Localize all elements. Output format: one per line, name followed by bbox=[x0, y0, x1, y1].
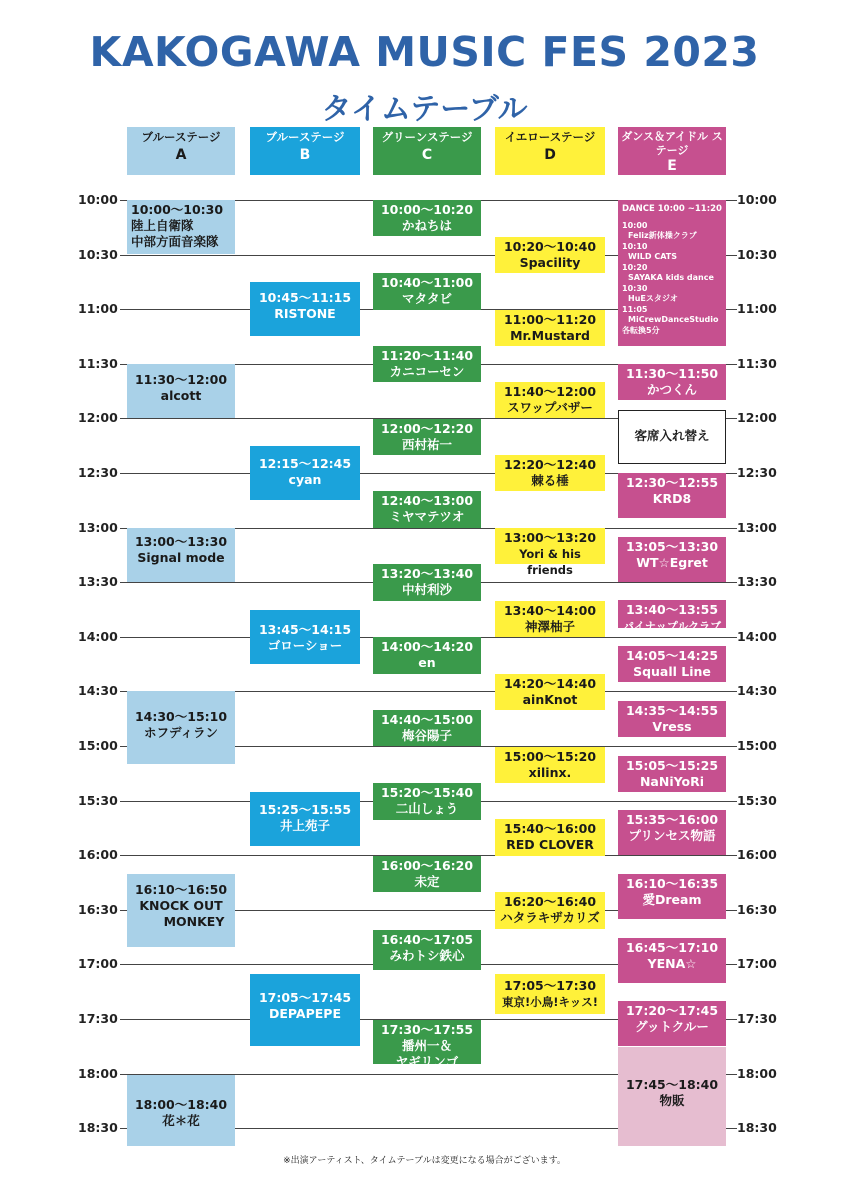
performance-block bbox=[373, 200, 481, 236]
performance-time: 10:20〜10:40 bbox=[503, 239, 597, 254]
time-label: 14:00 bbox=[737, 629, 777, 644]
stage-header-letter: A bbox=[175, 147, 187, 163]
time-label: 14:30 bbox=[78, 683, 118, 698]
performance-block bbox=[250, 446, 360, 500]
performer-name: RED CLOVER bbox=[506, 837, 594, 852]
time-label: 10:30 bbox=[78, 247, 118, 262]
performance-time: 13:40〜14:00 bbox=[503, 603, 597, 618]
dance-item: Feliz新体操クラブ bbox=[628, 231, 697, 240]
performance-block bbox=[618, 473, 726, 518]
time-label: 11:30 bbox=[737, 356, 777, 371]
performance-time: 15:40〜16:00 bbox=[503, 821, 597, 836]
stage-header-d bbox=[495, 127, 605, 175]
performer-name: 井上苑子 bbox=[279, 818, 330, 833]
performance-time: 16:00〜16:20 bbox=[380, 858, 474, 873]
performer-name: 梅谷陽子 bbox=[401, 728, 452, 743]
performance-time: 13:45〜14:15 bbox=[258, 622, 352, 637]
performance-block bbox=[618, 810, 726, 855]
stage-header-name: ブルーステージ bbox=[141, 130, 221, 144]
performance-block bbox=[250, 792, 360, 846]
stage-header-name: ダンス＆アイドル ステージ bbox=[621, 130, 723, 157]
performance-block bbox=[618, 1001, 726, 1046]
performance-time: 15:20〜15:40 bbox=[380, 785, 474, 800]
time-label: 17:00 bbox=[737, 956, 777, 971]
performer-name: KRD8 bbox=[652, 491, 692, 506]
time-label: 11:00 bbox=[78, 301, 118, 316]
performer-name: 陸上自衛隊 bbox=[131, 218, 194, 233]
performance-block bbox=[250, 282, 360, 336]
performance-time: 13:20〜13:40 bbox=[380, 566, 474, 581]
performer-name: 播州一＆ bbox=[401, 1038, 452, 1053]
time-label: 10:30 bbox=[737, 247, 777, 262]
performance-time: 14:40〜15:00 bbox=[380, 712, 474, 727]
time-label: 11:30 bbox=[78, 356, 118, 371]
performance-block bbox=[495, 674, 605, 710]
time-label: 15:30 bbox=[78, 793, 118, 808]
stage-header-name: グリーンステージ bbox=[381, 130, 473, 144]
performance-block bbox=[618, 1047, 726, 1146]
time-label: 14:30 bbox=[737, 683, 777, 698]
performance-time: 17:45〜18:40 bbox=[625, 1077, 719, 1092]
performer-name: 東京!小鳥!キッス! bbox=[501, 995, 598, 1009]
performance-time: 16:45〜17:10 bbox=[625, 940, 719, 955]
performer-name: ミヤマテツオ bbox=[389, 509, 465, 524]
performance-block bbox=[495, 455, 605, 491]
time-label: 16:00 bbox=[737, 847, 777, 862]
performance-time: 13:00〜13:30 bbox=[134, 534, 228, 549]
performance-time: 12:15〜12:45 bbox=[258, 456, 352, 471]
performer-name: RISTONE bbox=[274, 306, 336, 321]
performer-name: 神澤柚子 bbox=[524, 619, 575, 634]
performer-name: かつくん bbox=[646, 382, 697, 397]
performer-name: Mr.Mustard bbox=[510, 328, 590, 343]
performer-name: パイナップルクラブ bbox=[622, 620, 722, 633]
performance-time: 15:25〜15:55 bbox=[258, 802, 352, 817]
performer-name: 棘る棰 bbox=[531, 473, 569, 488]
dance-item: SAYAKA kids dance bbox=[628, 273, 714, 282]
performer-name: 物販 bbox=[659, 1093, 685, 1108]
dance-item: WILD CATS bbox=[628, 252, 677, 261]
time-label: 17:00 bbox=[78, 956, 118, 971]
performer-name: かねちは bbox=[401, 218, 452, 233]
timetable-subtitle: タイムテーブル bbox=[321, 92, 528, 127]
performer-name: MONKEY bbox=[163, 914, 225, 929]
performer-name: alcott bbox=[160, 388, 202, 403]
performer-name: 西村祐一 bbox=[401, 437, 452, 452]
performance-block bbox=[495, 237, 605, 273]
performance-block bbox=[373, 856, 481, 892]
performance-time: 13:05〜13:30 bbox=[625, 539, 719, 554]
stage-header-name: イエローステージ bbox=[504, 130, 596, 144]
performance-time: 16:40〜17:05 bbox=[380, 932, 474, 947]
performer-name: 未定 bbox=[414, 874, 440, 889]
performer-name: ハタラキザカリズ bbox=[500, 910, 600, 925]
performance-time: 10:40〜11:00 bbox=[380, 275, 474, 290]
performance-block bbox=[373, 273, 481, 310]
stage-header-name: ブルーステージ bbox=[265, 130, 345, 144]
performance-time: 15:05〜15:25 bbox=[625, 758, 719, 773]
performance-time: 13:40〜13:55 bbox=[625, 602, 719, 617]
performance-time: 17:05〜17:45 bbox=[258, 990, 352, 1005]
time-label: 13:00 bbox=[737, 520, 777, 535]
performer-name: Spacility bbox=[519, 255, 581, 270]
time-label: 17:30 bbox=[78, 1011, 118, 1026]
dance-program-block bbox=[618, 200, 726, 346]
festival-title: KAKOGAWA MUSIC FES 2023 bbox=[89, 28, 760, 76]
time-label: 13:30 bbox=[737, 574, 777, 589]
dance-item: 10:30 bbox=[622, 283, 648, 293]
performance-block bbox=[618, 938, 726, 983]
time-label: 15:30 bbox=[737, 793, 777, 808]
performer-name: ヤギリンゴ bbox=[395, 1054, 459, 1069]
performance-block bbox=[495, 528, 605, 577]
dance-item: 各転換5分 bbox=[622, 325, 660, 335]
performer-name: 花＊花 bbox=[162, 1113, 200, 1128]
performance-time: 17:20〜17:45 bbox=[625, 1003, 719, 1018]
performance-block bbox=[127, 874, 235, 947]
performance-time: 16:10〜16:35 bbox=[625, 876, 719, 891]
performer-name: Signal mode bbox=[137, 550, 225, 565]
performer-name: プリンセス物語 bbox=[628, 828, 716, 843]
time-label: 15:00 bbox=[737, 738, 777, 753]
stage-header-c bbox=[373, 127, 481, 175]
stage-header-b bbox=[250, 127, 360, 175]
performance-block bbox=[127, 200, 235, 254]
performance-block bbox=[373, 564, 481, 601]
time-label: 16:30 bbox=[737, 902, 777, 917]
performance-block bbox=[127, 691, 235, 764]
performer-name: ホフディラン bbox=[143, 725, 218, 740]
performer-name: 二山しょう bbox=[395, 801, 459, 816]
performance-block bbox=[495, 747, 605, 783]
performance-block bbox=[250, 974, 360, 1046]
performance-block bbox=[127, 1075, 235, 1146]
performance-block bbox=[373, 419, 481, 455]
stage-header-letter: B bbox=[299, 147, 311, 163]
performance-block bbox=[373, 491, 481, 528]
performance-time: 10:45〜11:15 bbox=[258, 290, 352, 305]
time-label: 12:30 bbox=[78, 465, 118, 480]
time-label: 14:00 bbox=[78, 629, 118, 644]
performer-name: 中部方面音楽隊 bbox=[131, 234, 219, 249]
performance-time: 12:00〜12:20 bbox=[380, 421, 474, 436]
time-label: 18:00 bbox=[737, 1066, 777, 1081]
performer-name: カニコーセン bbox=[389, 364, 465, 379]
performance-time: 15:00〜15:20 bbox=[503, 749, 597, 764]
performance-time: 12:20〜12:40 bbox=[503, 457, 597, 472]
performer-name: Yori & his friends bbox=[519, 547, 581, 577]
time-label: 12:00 bbox=[737, 410, 777, 425]
performance-time: 11:30〜11:50 bbox=[625, 366, 719, 381]
performer-name: マタタビ bbox=[401, 291, 452, 306]
performance-block bbox=[373, 930, 481, 970]
performer-name: グットクルー bbox=[635, 1019, 709, 1034]
performance-block bbox=[495, 819, 605, 856]
performance-time: 11:00〜11:20 bbox=[503, 312, 597, 327]
performance-block bbox=[618, 756, 726, 792]
performance-time: 18:00〜18:40 bbox=[134, 1097, 228, 1112]
time-label: 12:00 bbox=[78, 410, 118, 425]
time-label: 16:30 bbox=[78, 902, 118, 917]
time-label: 15:00 bbox=[78, 738, 118, 753]
time-label: 16:00 bbox=[78, 847, 118, 862]
dance-item: 10:20 bbox=[622, 262, 648, 272]
performer-name: ainKnot bbox=[522, 692, 578, 707]
performance-time: 12:40〜13:00 bbox=[380, 493, 474, 508]
performance-time: 11:30〜12:00 bbox=[134, 372, 228, 387]
performance-time: 17:05〜17:30 bbox=[503, 978, 597, 993]
performance-block bbox=[373, 637, 481, 674]
time-label: 17:30 bbox=[737, 1011, 777, 1026]
performance-block bbox=[618, 874, 726, 919]
performer-name: en bbox=[418, 655, 436, 670]
performance-block bbox=[495, 974, 605, 1014]
performance-block bbox=[127, 364, 235, 418]
performance-time: 14:20〜14:40 bbox=[503, 676, 597, 691]
stage-header-e bbox=[618, 127, 726, 175]
performer-name: 中村利沙 bbox=[401, 582, 452, 597]
dance-item: HuEスタジオ bbox=[628, 294, 678, 303]
performer-name: Squall Line bbox=[633, 664, 711, 679]
stage-header-letter: D bbox=[544, 147, 556, 163]
performance-block bbox=[373, 783, 481, 820]
performance-time: 15:35〜16:00 bbox=[625, 812, 719, 827]
performance-block bbox=[618, 600, 726, 633]
performer-name: KNOCK OUT bbox=[139, 898, 223, 913]
performance-time: 11:20〜11:40 bbox=[380, 348, 474, 363]
performance-block bbox=[618, 701, 726, 737]
performance-time: 14:30〜15:10 bbox=[134, 709, 228, 724]
performance-time: 12:30〜12:55 bbox=[625, 475, 719, 490]
performance-block bbox=[495, 382, 605, 418]
performance-block bbox=[618, 410, 726, 464]
performer-name: xilinx. bbox=[528, 765, 572, 780]
time-label: 10:00 bbox=[737, 192, 777, 207]
performance-time: 13:00〜13:20 bbox=[503, 530, 597, 545]
stage-header-a bbox=[127, 127, 235, 175]
time-label: 18:00 bbox=[78, 1066, 118, 1081]
time-label: 13:30 bbox=[78, 574, 118, 589]
performance-time: 10:00〜10:20 bbox=[380, 202, 474, 217]
time-label: 10:00 bbox=[78, 192, 118, 207]
performance-time: 14:35〜14:55 bbox=[625, 703, 719, 718]
performer-name: YENA☆ bbox=[647, 956, 697, 971]
performer-name: 愛Dream bbox=[642, 892, 702, 907]
performance-time: 11:40〜12:00 bbox=[503, 384, 597, 399]
performer-name: NaNiYoRi bbox=[639, 774, 705, 789]
performance-time: 14:05〜14:25 bbox=[625, 648, 719, 663]
performance-block bbox=[373, 346, 481, 382]
performer-name: 客席入れ替え bbox=[634, 428, 710, 443]
performance-time: 14:00〜14:20 bbox=[380, 639, 474, 654]
performance-block bbox=[618, 364, 726, 400]
time-label: 13:00 bbox=[78, 520, 118, 535]
performance-time: 10:00〜10:30 bbox=[131, 202, 224, 217]
performer-name: Vress bbox=[652, 719, 692, 734]
performance-block bbox=[495, 310, 605, 346]
performance-block bbox=[495, 892, 605, 929]
performance-block bbox=[373, 710, 481, 746]
performer-name: DEPAPEPE bbox=[268, 1006, 341, 1021]
stage-header-letter: C bbox=[421, 147, 433, 163]
performance-time: 16:20〜16:40 bbox=[503, 894, 597, 909]
stage-header-letter: E bbox=[667, 158, 677, 174]
dance-item: 10:00 bbox=[622, 220, 648, 230]
performer-name: cyan bbox=[288, 472, 322, 487]
performer-name: スワップバザー bbox=[507, 400, 593, 415]
time-label: 18:30 bbox=[737, 1120, 777, 1135]
performance-block bbox=[127, 528, 235, 582]
performer-name: WT☆Egret bbox=[636, 555, 708, 570]
time-label: 12:30 bbox=[737, 465, 777, 480]
time-label: 18:30 bbox=[78, 1120, 118, 1135]
dance-item: 10:10 bbox=[622, 241, 648, 251]
performer-name: ゴローショー bbox=[267, 638, 343, 653]
disclaimer-note: ※出演アーティスト、タイムテーブルは変更になる場合がございます。 bbox=[283, 1156, 566, 1166]
performer-name: みわトシ鉄心 bbox=[389, 948, 465, 963]
performance-block bbox=[495, 601, 605, 637]
performance-block bbox=[618, 537, 726, 582]
dance-heading: DANCE 10:00 ~11:20 bbox=[622, 204, 722, 214]
dance-item: MiCrewDanceStudio bbox=[628, 315, 719, 324]
performance-block bbox=[618, 646, 726, 682]
performance-block bbox=[373, 1020, 481, 1069]
time-label: 11:00 bbox=[737, 301, 777, 316]
performance-time: 17:30〜17:55 bbox=[380, 1022, 474, 1037]
dance-item: 11:05 bbox=[622, 304, 648, 314]
performance-time: 16:10〜16:50 bbox=[134, 882, 228, 897]
performance-block bbox=[250, 610, 360, 664]
